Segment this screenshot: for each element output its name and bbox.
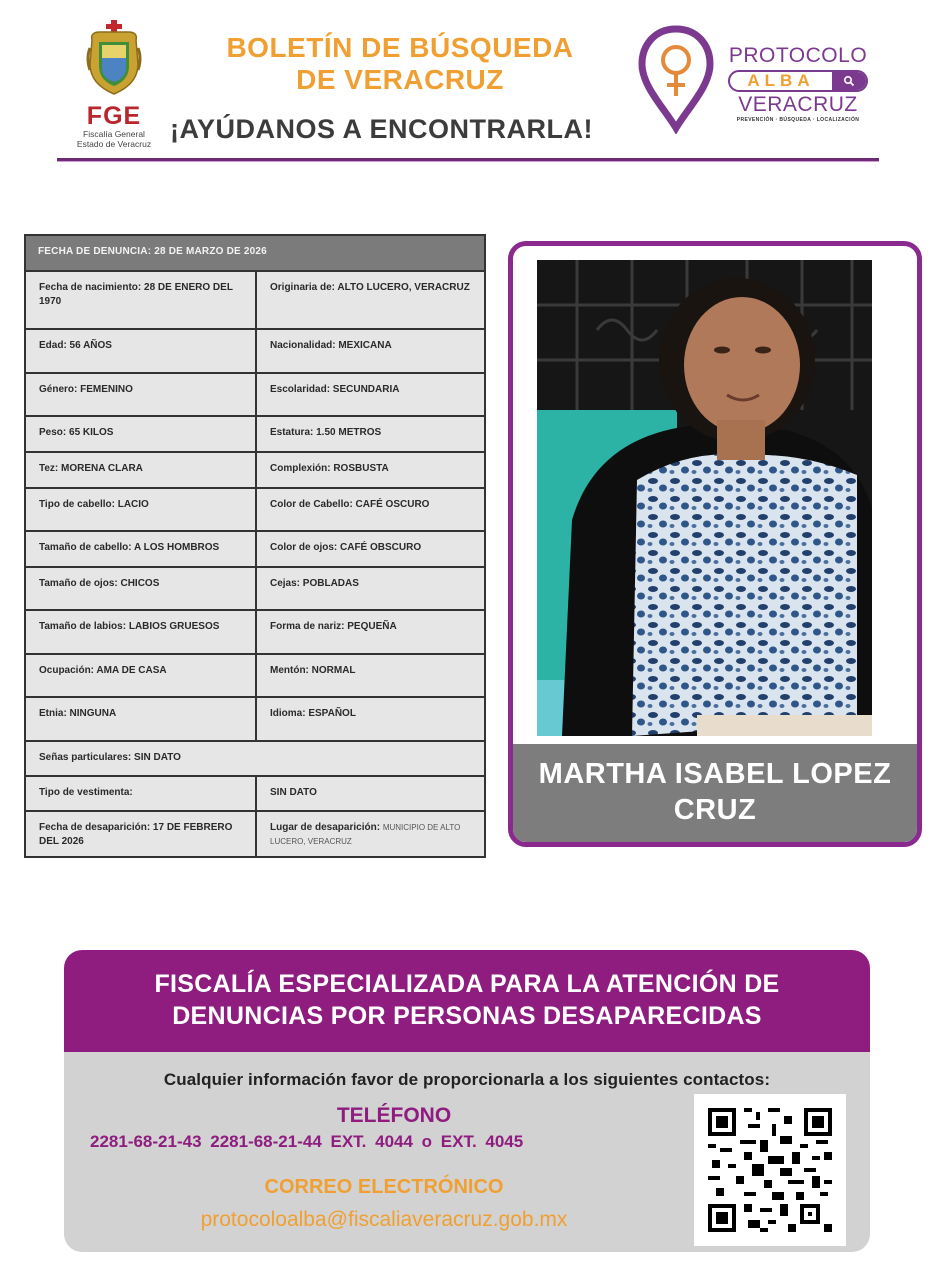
- location-pin-female-icon: [636, 24, 716, 134]
- person-details-table: [24, 234, 486, 858]
- disappearance-place-label: Lugar de desaparición:: [270, 822, 383, 833]
- search-icon: [832, 72, 866, 90]
- disappearance-date: Fecha de desaparición: 17 DE FEBRERO DEL 2026: [39, 822, 233, 847]
- disappearance-place-value: MUNICIPIO DE ALTO LUCERO, VERACRUZ: [270, 823, 461, 846]
- build: Complexión: ROSBUSTA: [255, 453, 484, 487]
- name-line-2: CRUZ: [673, 794, 757, 826]
- gender: Género: FEMENINO: [39, 384, 133, 395]
- table-row: [26, 272, 484, 330]
- disappearance-place: [255, 812, 484, 856]
- alba-pill-text: ALBA: [747, 71, 815, 90]
- eye-size: Tamaño de ojos: CHICOS: [39, 578, 160, 589]
- table-row: [26, 489, 484, 532]
- alba-tagline: PREVENCIÓN · BÚSQUEDA · LOCALIZACIÓN: [736, 117, 860, 123]
- veracruz-crest-icon: [84, 18, 144, 98]
- header-divider: [57, 158, 879, 161]
- qr-code[interactable]: [694, 1094, 846, 1246]
- contact-info: [64, 1052, 870, 1252]
- hair-length: Tamaño de cabello: A LOS HOMBROS: [39, 542, 220, 553]
- table-row: [26, 374, 484, 417]
- nose-shape: Forma de nariz: PEQUEÑA: [255, 611, 484, 653]
- alba-search-pill: [728, 70, 868, 92]
- fiscalia-banner: [64, 950, 870, 1052]
- table-row: [26, 611, 484, 655]
- contact-intro: Cualquier información favor de proporcionarla a los siguientes contactos:: [163, 1070, 771, 1089]
- missing-person-card: [508, 241, 922, 847]
- table-row: [26, 568, 484, 611]
- table-row: [26, 417, 484, 453]
- origin: Originaria de: ALTO LUCERO, VERACRUZ: [255, 272, 484, 328]
- fge-subtitle-1: Fiscalía General: [83, 129, 145, 139]
- title-line-1: BOLETÍN DE BÚSQUEDA: [226, 32, 574, 63]
- eye-color: Color de ojos: CAFÉ OBSCURO: [255, 532, 484, 566]
- lip-size: Tamaño de labios: LABIOS GRUESOS: [39, 621, 220, 632]
- eyebrows: Cejas: POBLADAS: [255, 568, 484, 609]
- table-row: [26, 453, 484, 489]
- table-row: [26, 655, 484, 698]
- birth-date: Fecha de nacimiento: 28 DE ENERO DEL 1970: [39, 282, 233, 307]
- alba-line-veracruz: VERACRUZ: [738, 93, 858, 116]
- language: Idioma: ESPAÑOL: [255, 698, 484, 740]
- banner-line-2: DENUNCIAS POR PERSONAS DESAPARECIDAS: [172, 1002, 762, 1030]
- age: Edad: 56 AÑOS: [39, 340, 112, 351]
- missing-person-name: [513, 744, 917, 847]
- education: Escolaridad: SECUNDARIA: [255, 374, 484, 415]
- height: Estatura: 1.50 METROS: [255, 417, 484, 451]
- alba-wordmark: [718, 44, 878, 123]
- report-date: FECHA DE DENUNCIA: 28 DE MARZO DE 2026: [26, 236, 484, 272]
- table-row: [26, 330, 484, 374]
- phone-numbers[interactable]: 2281-68-21-43 2281-68-21-44 EXT. 4044 o EXT. 4045: [90, 1132, 524, 1151]
- table-row: [26, 812, 484, 856]
- bulletin-title: [170, 32, 630, 96]
- title-line-2: DE VERACRUZ: [296, 64, 504, 95]
- fge-subtitle-2: Estado de Veracruz: [76, 139, 152, 149]
- hair-color: Color de Cabello: CAFÉ OSCURO: [255, 489, 484, 530]
- banner-line-1: FISCALÍA ESPECIALIZADA PARA LA ATENCIÓN DE: [154, 970, 780, 998]
- name-line-1: MARTHA ISABEL LOPEZ: [538, 758, 892, 790]
- help-find-her-heading: ¡AYÚDANOS A ENCONTRARLA!: [170, 114, 593, 144]
- protocolo-alba-logo: [636, 24, 876, 134]
- table-row: [26, 698, 484, 742]
- distinguishing-marks: Señas particulares: SIN DATO: [39, 752, 181, 763]
- clothing-value: SIN DATO: [255, 777, 484, 810]
- nationality: Nacionalidad: MEXICANA: [255, 330, 484, 372]
- occupation: Ocupación: AMA DE CASA: [39, 665, 167, 676]
- table-row: [26, 777, 484, 812]
- fge-acronym: FGE: [86, 102, 142, 130]
- bulletin-header: [0, 0, 947, 170]
- chin: Mentón: NORMAL: [255, 655, 484, 696]
- fge-logo: [64, 18, 164, 154]
- ethnicity: Etnia: NINGUNA: [39, 708, 117, 719]
- clothing-label: Tipo de vestimenta:: [39, 787, 133, 798]
- email-label: CORREO ELECTRÓNICO: [264, 1176, 504, 1198]
- complexion-tone: Tez: MORENA CLARA: [39, 463, 143, 474]
- alba-line-protocolo: PROTOCOLO: [728, 44, 868, 67]
- phone-label: TELÉFONO: [336, 1104, 452, 1127]
- table-row: [26, 532, 484, 568]
- table-row: [26, 742, 484, 777]
- hair-type: Tipo de cabello: LACIO: [39, 499, 149, 510]
- missing-person-photo: [537, 260, 872, 736]
- weight: Peso: 65 KILOS: [39, 427, 114, 438]
- email-link[interactable]: protocoloalba@fiscaliaveracruz.gob.mx: [200, 1208, 568, 1231]
- person-photo-icon: [537, 260, 872, 736]
- qr-code-icon: [704, 1104, 836, 1236]
